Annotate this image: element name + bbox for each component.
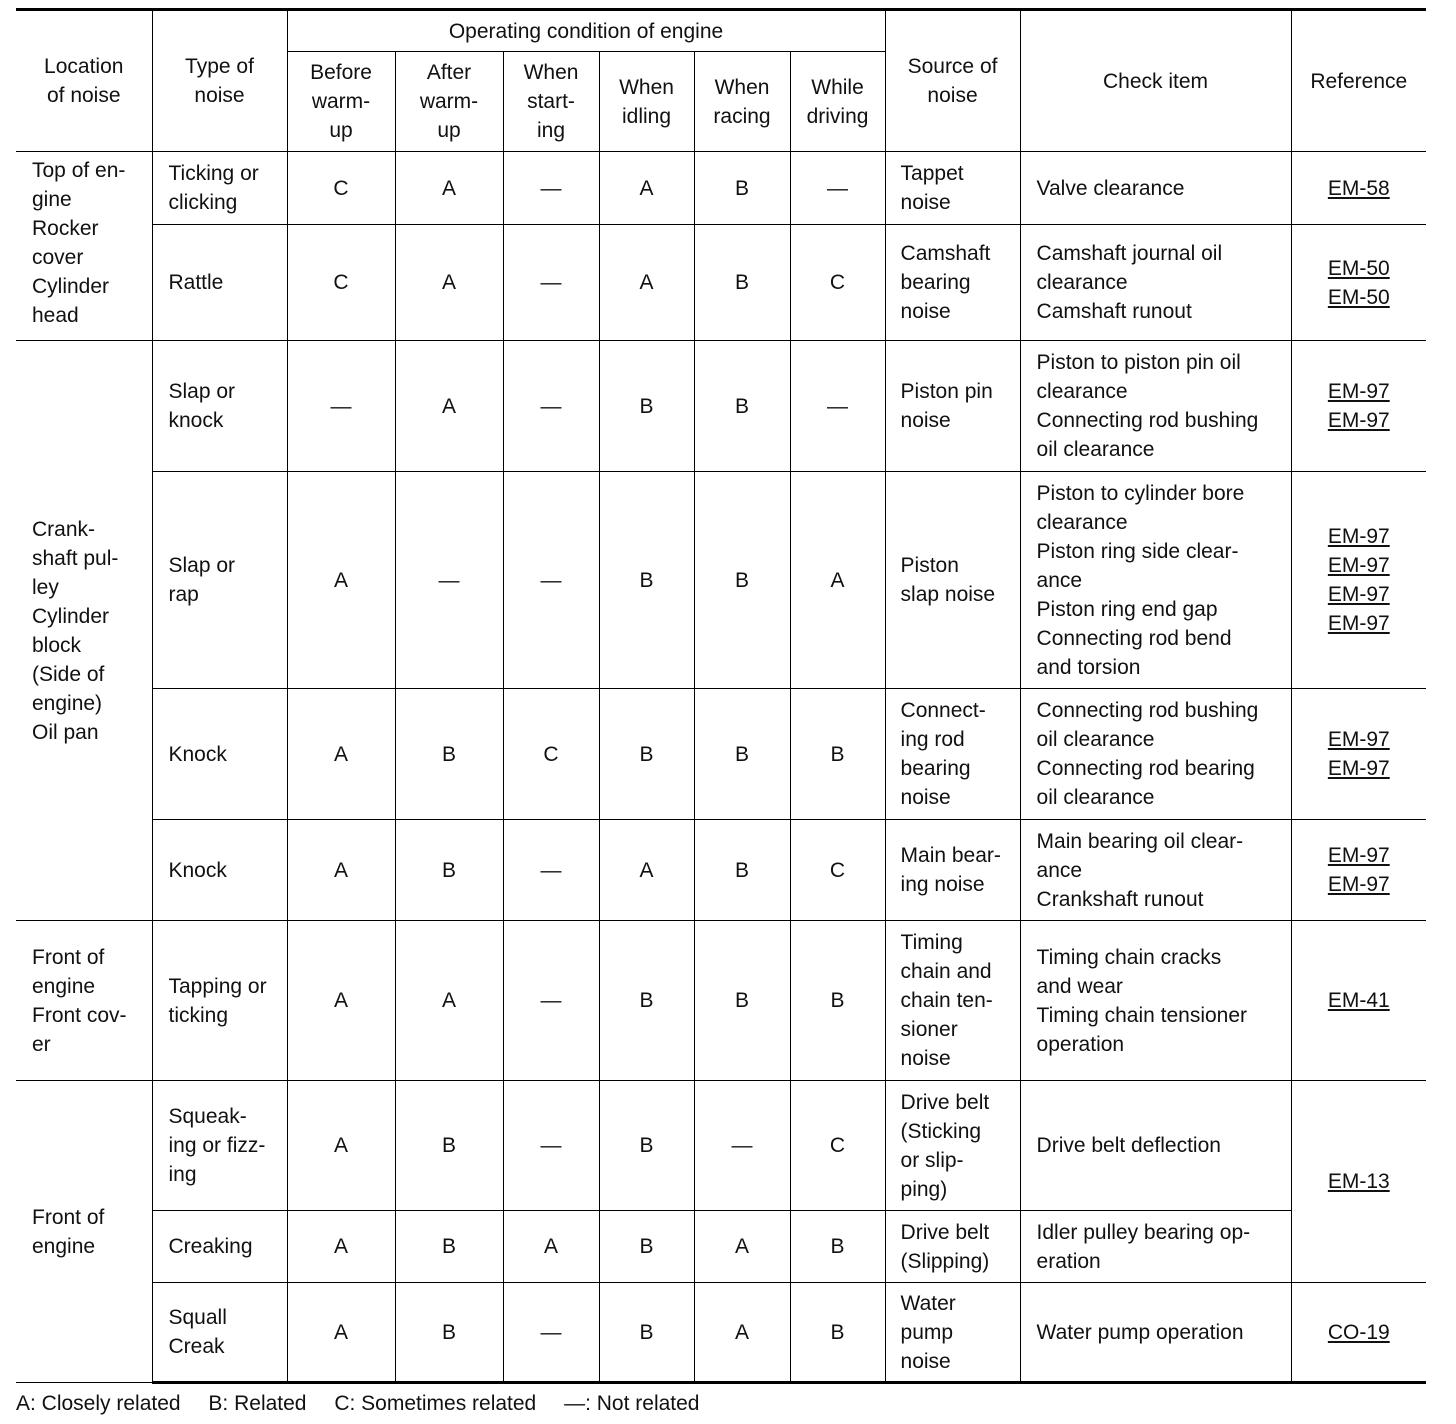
text-line: Rocker xyxy=(32,217,99,240)
condition-while-driving: C xyxy=(790,820,885,921)
text-line: chain and xyxy=(900,960,992,983)
text-line: Piston ring end gap xyxy=(1036,597,1218,621)
condition-while-driving: B xyxy=(790,1283,885,1383)
reference-link[interactable]: EM-50 xyxy=(1327,256,1390,280)
text-line: Timing chain tensioner xyxy=(1036,1003,1248,1027)
text-line: Slap or xyxy=(168,554,236,577)
noise-source xyxy=(885,820,1020,921)
text-line: noise xyxy=(900,1047,951,1070)
text-line: eration xyxy=(1036,1249,1101,1273)
text-line: Drive belt xyxy=(900,1220,990,1244)
condition-while-driving: B xyxy=(790,689,885,820)
check-item xyxy=(1020,225,1291,341)
table-row xyxy=(16,152,1426,225)
reference-link[interactable]: EM-97 xyxy=(1327,612,1390,635)
text-line: Piston xyxy=(900,554,959,577)
text-line: Top of en- xyxy=(32,159,126,182)
text-line: clearance xyxy=(1036,510,1128,534)
condition-before-warm-up: A xyxy=(287,1283,395,1383)
location-top-of-engine xyxy=(16,152,152,341)
text-line: clearance xyxy=(1036,380,1128,403)
text-line: ing or fizz- xyxy=(168,1134,266,1157)
condition-before-warm-up: C xyxy=(287,152,395,225)
text-line: oil clearance xyxy=(1036,786,1155,809)
header-location xyxy=(16,10,152,152)
location-front-cover xyxy=(16,921,152,1081)
condition-when-racing: B xyxy=(694,921,790,1081)
condition-before-warm-up: A xyxy=(287,1211,395,1283)
text-line: Water pump operation xyxy=(1036,1320,1244,1344)
text-line: Connect- xyxy=(900,699,986,722)
text-line: noise xyxy=(900,191,951,214)
text-line: ping) xyxy=(900,1177,948,1201)
reference-link[interactable]: EM-97 xyxy=(1327,757,1390,780)
text-line: Front of xyxy=(32,945,105,969)
text-line: and wear xyxy=(1036,974,1123,998)
text-line: Main bear- xyxy=(900,844,1001,867)
condition-when-racing: B xyxy=(694,472,790,689)
noise-source xyxy=(885,1283,1020,1383)
text-line: Connecting rod bushing xyxy=(1036,699,1259,722)
reference-cell xyxy=(1291,1283,1426,1383)
check-item xyxy=(1020,1283,1291,1383)
table-row xyxy=(16,820,1426,921)
condition-when-starting: — xyxy=(503,225,599,341)
check-item xyxy=(1020,472,1291,689)
text-line: Squall xyxy=(168,1306,227,1329)
condition-when-starting: — xyxy=(503,341,599,472)
table-row xyxy=(16,341,1426,472)
condition-after-warm-up: B xyxy=(395,689,503,820)
condition-after-warm-up: A xyxy=(395,921,503,1081)
reference-cell xyxy=(1291,921,1426,1081)
check-item xyxy=(1020,1211,1291,1283)
table-row xyxy=(16,921,1426,1081)
condition-when-starting: A xyxy=(503,1211,599,1283)
header-when-racing xyxy=(694,52,790,152)
text-line: slap noise xyxy=(900,583,996,606)
text-line: chain ten- xyxy=(900,989,993,1012)
condition-when-idling: B xyxy=(599,472,694,689)
text-line: Camshaft runout xyxy=(1036,300,1192,323)
text-line: Creak xyxy=(168,1335,225,1358)
condition-when-starting: — xyxy=(503,820,599,921)
text-line: Piston to piston pin oil xyxy=(1036,351,1241,374)
condition-before-warm-up: A xyxy=(287,1081,395,1211)
noise-type xyxy=(152,921,287,1081)
condition-after-warm-up: B xyxy=(395,1081,503,1211)
text-line: knock xyxy=(168,409,224,432)
reference-link[interactable]: EM-97 xyxy=(1327,554,1390,577)
text-line: Rattle xyxy=(168,271,224,294)
table-row xyxy=(16,225,1426,341)
noise-type xyxy=(152,1081,287,1211)
condition-when-starting: — xyxy=(503,1283,599,1383)
condition-when-racing: B xyxy=(694,225,790,341)
text-line: noise xyxy=(900,409,951,432)
reference-link[interactable]: EM-13 xyxy=(1327,1170,1390,1193)
text-line: operation xyxy=(1036,1032,1125,1056)
text-line: ticking xyxy=(168,1003,229,1027)
condition-when-starting: — xyxy=(503,472,599,689)
text-line: Piston pin xyxy=(900,380,993,403)
text-line: Piston to cylinder bore xyxy=(1036,481,1245,505)
condition-when-idling: B xyxy=(599,1211,694,1283)
text-line: or slip- xyxy=(900,1148,964,1172)
text-line: Before xyxy=(310,61,372,84)
condition-when-idling: A xyxy=(599,225,694,341)
noise-type xyxy=(152,341,287,472)
text-line: Connecting rod bearing xyxy=(1036,757,1255,780)
text-line: ing noise xyxy=(900,873,985,896)
noise-type xyxy=(152,689,287,820)
condition-when-starting: C xyxy=(503,689,599,820)
text-line: pump xyxy=(900,1320,954,1344)
condition-when-racing: B xyxy=(694,152,790,225)
reference-link[interactable]: EM-41 xyxy=(1327,989,1390,1012)
text-line: block xyxy=(32,633,82,657)
text-line: cover xyxy=(32,246,84,269)
noise-source xyxy=(885,341,1020,472)
table-row xyxy=(16,1081,1426,1211)
text-line: clicking xyxy=(168,191,238,214)
text-line: Source of xyxy=(907,55,998,78)
condition-after-warm-up: — xyxy=(395,472,503,689)
reference-link[interactable]: EM-97 xyxy=(1327,728,1390,751)
text-line: Oil pan xyxy=(32,720,99,744)
text-line: noise xyxy=(194,84,245,107)
table-body xyxy=(16,152,1426,1383)
noise-source xyxy=(885,1211,1020,1283)
text-line: ance xyxy=(1036,858,1083,882)
condition-when-racing: B xyxy=(694,689,790,820)
condition-while-driving: B xyxy=(790,1211,885,1283)
noise-source xyxy=(885,225,1020,341)
condition-when-racing: B xyxy=(694,341,790,472)
header-reference: Reference xyxy=(1291,10,1426,152)
condition-after-warm-up: A xyxy=(395,225,503,341)
noise-source xyxy=(885,921,1020,1081)
text-line: ing xyxy=(536,119,566,142)
header-after-warm-up xyxy=(395,52,503,152)
text-line: noise xyxy=(900,300,951,323)
reference-link[interactable]: EM-50 xyxy=(1327,285,1390,309)
location-crankshaft-cylinder-block xyxy=(16,341,152,921)
reference-link[interactable]: EM-97 xyxy=(1327,380,1390,403)
text-line: After xyxy=(426,61,472,84)
reference-link[interactable]: EM-58 xyxy=(1327,176,1390,200)
text-line: Slap or xyxy=(168,380,236,403)
text-line: When xyxy=(523,61,579,84)
condition-when-starting: — xyxy=(503,1081,599,1211)
condition-while-driving: — xyxy=(790,152,885,225)
condition-when-idling: B xyxy=(599,689,694,820)
text-line: Type of xyxy=(185,55,254,78)
reference-link[interactable]: EM-97 xyxy=(1327,525,1390,548)
header-before-warm-up xyxy=(287,52,395,152)
text-line: Squeak- xyxy=(168,1105,247,1128)
text-line: ing rod xyxy=(900,728,965,751)
text-line: and torsion xyxy=(1036,655,1141,679)
text-line: Creaking xyxy=(168,1235,253,1258)
text-line: racing xyxy=(713,104,771,128)
text-line: engine xyxy=(32,1234,96,1258)
reference-link[interactable]: EM-97 xyxy=(1327,873,1390,896)
text-line: engine xyxy=(32,974,96,998)
text-line: Main bearing oil clear- xyxy=(1036,829,1244,853)
reference-cell xyxy=(1291,152,1426,225)
text-line: Tapping or xyxy=(168,974,267,998)
condition-when-idling: B xyxy=(599,1283,694,1383)
text-line: Timing xyxy=(900,931,963,954)
text-line: sioner xyxy=(900,1018,958,1041)
condition-while-driving: — xyxy=(790,341,885,472)
text-line: warm- xyxy=(419,90,479,113)
text-line: head xyxy=(32,304,79,327)
text-line: of noise xyxy=(46,84,121,107)
table-row xyxy=(16,472,1426,689)
text-line: ing xyxy=(168,1163,197,1186)
header-when-idling xyxy=(599,52,694,152)
noise-source xyxy=(885,152,1020,225)
condition-before-warm-up: A xyxy=(287,689,395,820)
legend-sometimes-related: C: Sometimes related xyxy=(334,1392,537,1415)
text-line: Front of xyxy=(32,1205,105,1229)
text-line: Crankshaft runout xyxy=(1036,887,1204,911)
reference-link[interactable]: CO-19 xyxy=(1327,1320,1390,1344)
engine-noise-table xyxy=(16,8,1426,1384)
text-line: idling xyxy=(621,104,672,128)
noise-type xyxy=(152,1283,287,1383)
text-line: (Slipping) xyxy=(900,1249,990,1273)
condition-while-driving: C xyxy=(790,225,885,341)
text-line: Timing chain cracks xyxy=(1036,945,1222,969)
text-line: Valve clearance xyxy=(1036,176,1185,200)
condition-when-idling: A xyxy=(599,820,694,921)
legend-related: B: Related xyxy=(208,1392,307,1415)
text-line: up xyxy=(329,119,353,142)
text-line: Connecting rod bend xyxy=(1036,626,1232,650)
text-line: oil clearance xyxy=(1036,728,1155,751)
text-line: Front cov- xyxy=(32,1003,127,1027)
condition-while-driving: A xyxy=(790,472,885,689)
check-item xyxy=(1020,1081,1291,1211)
legend xyxy=(16,1390,722,1418)
reference-link[interactable]: EM-97 xyxy=(1327,844,1390,867)
condition-while-driving: B xyxy=(790,921,885,1081)
location-front-of-engine xyxy=(16,1081,152,1383)
text-line: Water xyxy=(900,1291,956,1315)
condition-after-warm-up: B xyxy=(395,1283,503,1383)
condition-after-warm-up: B xyxy=(395,820,503,921)
noise-type xyxy=(152,472,287,689)
condition-when-racing: B xyxy=(694,820,790,921)
condition-after-warm-up: A xyxy=(395,152,503,225)
reference-cell xyxy=(1291,341,1426,472)
text-line: Idler pulley bearing op- xyxy=(1036,1220,1251,1244)
text-line: Knock xyxy=(168,742,227,766)
condition-when-idling: B xyxy=(599,921,694,1081)
condition-before-warm-up: — xyxy=(287,341,395,472)
text-line: warm- xyxy=(311,90,371,113)
condition-when-idling: B xyxy=(599,341,694,472)
text-line: driving xyxy=(806,104,869,128)
text-line: noise xyxy=(927,84,978,107)
reference-cell xyxy=(1291,820,1426,921)
reference-cell xyxy=(1291,225,1426,341)
text-line: Drive belt xyxy=(900,1090,990,1114)
text-line: ance xyxy=(1036,568,1083,592)
text-line: noise xyxy=(900,1349,951,1373)
text-line: engine) xyxy=(32,691,103,715)
check-item xyxy=(1020,152,1291,225)
condition-when-starting: — xyxy=(503,921,599,1081)
header-type xyxy=(152,10,287,152)
text-line: Drive belt deflection xyxy=(1036,1134,1221,1157)
condition-when-racing: — xyxy=(694,1081,790,1211)
table-row xyxy=(16,689,1426,820)
header-check-item: Check item xyxy=(1020,10,1291,152)
check-item xyxy=(1020,341,1291,472)
text-line: clearance xyxy=(1036,271,1128,294)
check-item xyxy=(1020,689,1291,820)
text-line: bearing xyxy=(900,271,971,294)
text-line: When xyxy=(619,75,674,99)
text-line: (Side of xyxy=(32,662,105,686)
condition-when-racing: A xyxy=(694,1283,790,1383)
check-item xyxy=(1020,921,1291,1081)
condition-before-warm-up: A xyxy=(287,472,395,689)
text-line: Camshaft xyxy=(900,242,991,265)
reference-cell xyxy=(1291,1081,1426,1283)
text-line: bearing xyxy=(900,757,971,780)
header-source xyxy=(885,10,1020,152)
legend-not-related: —: Not related xyxy=(564,1392,700,1415)
text-line: start- xyxy=(527,90,575,113)
text-line: ley xyxy=(32,575,59,599)
noise-type xyxy=(152,152,287,225)
text-line: Camshaft journal oil xyxy=(1036,242,1223,265)
text-line: shaft pul- xyxy=(32,546,119,570)
condition-before-warm-up: C xyxy=(287,225,395,341)
table-row xyxy=(16,1283,1426,1383)
check-item xyxy=(1020,820,1291,921)
noise-type xyxy=(152,225,287,341)
text-line: Tappet xyxy=(900,162,964,185)
text-line: Connecting rod bushing xyxy=(1036,409,1259,432)
text-line: noise xyxy=(900,786,951,809)
noise-source xyxy=(885,1081,1020,1211)
condition-before-warm-up: A xyxy=(287,921,395,1081)
text-line: (Sticking xyxy=(900,1119,982,1143)
condition-when-racing: A xyxy=(694,1211,790,1283)
condition-while-driving: C xyxy=(790,1081,885,1211)
noise-source xyxy=(885,472,1020,689)
table-row xyxy=(16,1211,1426,1283)
noise-type xyxy=(152,820,287,921)
condition-when-starting: — xyxy=(503,152,599,225)
text-line: er xyxy=(32,1032,51,1056)
text-line: Cylinder xyxy=(32,604,110,628)
noise-type xyxy=(152,1211,287,1283)
text-line: When xyxy=(714,75,770,99)
text-line: oil clearance xyxy=(1036,438,1155,461)
text-line: Ticking or xyxy=(168,162,259,185)
reference-link[interactable]: EM-97 xyxy=(1327,409,1390,432)
text-line: Piston ring side clear- xyxy=(1036,539,1239,563)
header-when-starting xyxy=(503,52,599,152)
text-line: Location xyxy=(44,55,124,78)
reference-cell xyxy=(1291,689,1426,820)
text-line: While xyxy=(811,75,864,99)
text-line: gine xyxy=(32,188,72,211)
condition-when-idling: A xyxy=(599,152,694,225)
condition-after-warm-up: B xyxy=(395,1211,503,1283)
text-line: rap xyxy=(168,583,199,606)
condition-after-warm-up: A xyxy=(395,341,503,472)
reference-cell xyxy=(1291,472,1426,689)
header-operating-condition: Operating condition of engine xyxy=(287,10,885,52)
condition-before-warm-up: A xyxy=(287,820,395,921)
text-line: up xyxy=(437,119,461,142)
text-line: Crank- xyxy=(32,517,96,541)
condition-when-idling: B xyxy=(599,1081,694,1211)
text-line: Knock xyxy=(168,858,227,882)
reference-link[interactable]: EM-97 xyxy=(1327,583,1390,606)
header-while-driving xyxy=(790,52,885,152)
noise-source xyxy=(885,689,1020,820)
legend-closely-related: A: Closely related xyxy=(16,1392,181,1415)
text-line: Cylinder xyxy=(32,275,110,298)
